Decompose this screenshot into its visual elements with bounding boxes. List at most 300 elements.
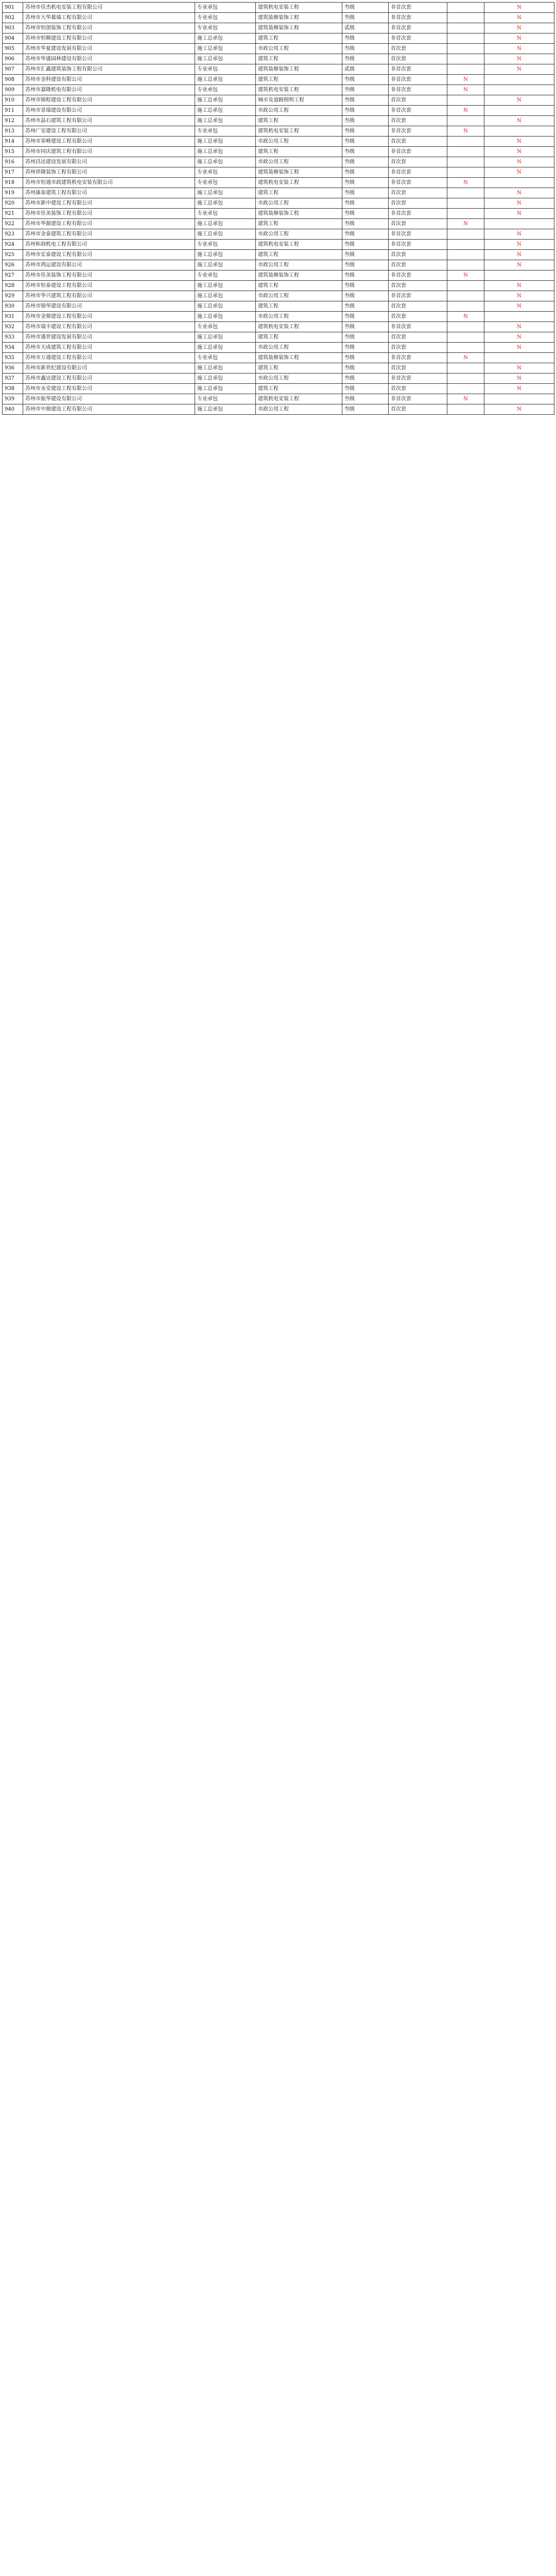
mark-a bbox=[447, 157, 484, 167]
company-name: 苏州广安建设工程有限公司 bbox=[23, 126, 195, 137]
mark-b: N bbox=[484, 95, 554, 106]
mark-a bbox=[447, 404, 484, 415]
table-row bbox=[3, 188, 554, 198]
issue-type: 首次套 bbox=[389, 250, 447, 260]
qualification-level: 叁级 bbox=[342, 240, 389, 250]
table-row bbox=[3, 404, 554, 415]
issue-type: 非首次套 bbox=[389, 13, 447, 23]
qualification-level: 贰级 bbox=[342, 64, 389, 75]
row-number: 906 bbox=[3, 54, 23, 64]
mark-b bbox=[484, 178, 554, 188]
table-row bbox=[3, 23, 554, 33]
company-name: 苏州市恒创装饰工程有限公司 bbox=[23, 23, 195, 33]
qualification-field: 建筑机电安装工程 bbox=[256, 178, 342, 188]
mark-a bbox=[447, 250, 484, 260]
qualification-field: 建筑工程 bbox=[256, 250, 342, 260]
issue-type: 非首次套 bbox=[389, 374, 447, 384]
mark-b: N bbox=[484, 229, 554, 240]
table-row bbox=[3, 54, 554, 64]
issue-type: 非首次套 bbox=[389, 126, 447, 137]
table-row bbox=[3, 240, 554, 250]
mark-a bbox=[447, 240, 484, 250]
qualification-type: 施工总承包 bbox=[195, 343, 256, 353]
qualification-field: 市政公用工程 bbox=[256, 44, 342, 54]
row-number: 905 bbox=[3, 44, 23, 54]
row-number: 939 bbox=[3, 394, 23, 404]
row-number: 934 bbox=[3, 343, 23, 353]
mark-a bbox=[447, 147, 484, 157]
qualification-level: 叁级 bbox=[342, 13, 389, 23]
table-row bbox=[3, 322, 554, 332]
qualification-field: 市政公用工程 bbox=[256, 374, 342, 384]
table-row bbox=[3, 363, 554, 374]
table-row bbox=[3, 281, 554, 291]
mark-b: N bbox=[484, 3, 554, 13]
qualification-field: 市政公用工程 bbox=[256, 229, 342, 240]
row-number: 924 bbox=[3, 240, 23, 250]
mark-a bbox=[447, 374, 484, 384]
qualification-type: 施工总承包 bbox=[195, 363, 256, 374]
table-row bbox=[3, 301, 554, 312]
qualification-level: 叁级 bbox=[342, 188, 389, 198]
mark-b: N bbox=[484, 250, 554, 260]
qualification-type: 施工总承包 bbox=[195, 332, 256, 343]
row-number: 922 bbox=[3, 219, 23, 229]
row-number: 911 bbox=[3, 106, 23, 116]
table-row bbox=[3, 332, 554, 343]
qualification-type: 专业承包 bbox=[195, 270, 256, 281]
company-name: 苏州市恒通市政建筑机电安装有限公司 bbox=[23, 178, 195, 188]
row-number: 935 bbox=[3, 353, 23, 363]
qualification-type: 专业承包 bbox=[195, 322, 256, 332]
company-name: 苏州市天成建筑工程有限公司 bbox=[23, 343, 195, 353]
row-number: 940 bbox=[3, 404, 23, 415]
row-number: 916 bbox=[3, 157, 23, 167]
qualification-type: 施工总承包 bbox=[195, 260, 256, 270]
company-name: 苏州市新中建设工程有限公司 bbox=[23, 198, 195, 209]
qualification-type: 专业承包 bbox=[195, 23, 256, 33]
company-name: 苏州市华夏建设发展有限公司 bbox=[23, 44, 195, 54]
mark-b: N bbox=[484, 33, 554, 44]
qualification-field: 建筑机电安装工程 bbox=[256, 85, 342, 95]
row-number: 930 bbox=[3, 301, 23, 312]
table-row bbox=[3, 198, 554, 209]
qualification-field: 市政公用工程 bbox=[256, 312, 342, 322]
company-name: 苏州市佳杰机电安装工程有限公司 bbox=[23, 3, 195, 13]
table-row bbox=[3, 116, 554, 126]
row-number: 910 bbox=[3, 95, 23, 106]
issue-type: 非首次套 bbox=[389, 147, 447, 157]
mark-b: N bbox=[484, 157, 554, 167]
qualification-type: 施工总承包 bbox=[195, 157, 256, 167]
company-name: 苏州市中鼎建设工程有限公司 bbox=[23, 404, 195, 415]
mark-b bbox=[484, 394, 554, 404]
issue-type: 首次套 bbox=[389, 404, 447, 415]
mark-b: N bbox=[484, 116, 554, 126]
table-row bbox=[3, 219, 554, 229]
row-number: 914 bbox=[3, 137, 23, 147]
mark-a: N bbox=[447, 106, 484, 116]
qualification-type: 施工总承包 bbox=[195, 250, 256, 260]
qualification-type: 专业承包 bbox=[195, 394, 256, 404]
qualification-level: 叁级 bbox=[342, 44, 389, 54]
table-row bbox=[3, 3, 554, 13]
qualification-field: 建筑工程 bbox=[256, 332, 342, 343]
mark-b: N bbox=[484, 147, 554, 157]
issue-type: 首次套 bbox=[389, 95, 447, 106]
qualification-level: 叁级 bbox=[342, 137, 389, 147]
row-number: 927 bbox=[3, 270, 23, 281]
table-row bbox=[3, 394, 554, 404]
qualification-type: 专业承包 bbox=[195, 64, 256, 75]
mark-b: N bbox=[484, 64, 554, 75]
mark-a bbox=[447, 301, 484, 312]
qualification-field: 建筑装修装饰工程 bbox=[256, 167, 342, 178]
row-number: 907 bbox=[3, 64, 23, 75]
table-row bbox=[3, 13, 554, 23]
table-row bbox=[3, 147, 554, 157]
issue-type: 首次套 bbox=[389, 384, 447, 394]
qualification-type: 施工总承包 bbox=[195, 374, 256, 384]
mark-b: N bbox=[484, 384, 554, 394]
table-row bbox=[3, 85, 554, 95]
mark-b: N bbox=[484, 281, 554, 291]
company-name: 苏州和润机电工程有限公司 bbox=[23, 240, 195, 250]
issue-type: 首次套 bbox=[389, 188, 447, 198]
mark-a bbox=[447, 384, 484, 394]
qualification-level: 叁级 bbox=[342, 219, 389, 229]
qualification-field: 市政公用工程 bbox=[256, 157, 342, 167]
qualification-type: 施工总承包 bbox=[195, 116, 256, 126]
issue-type: 首次套 bbox=[389, 116, 447, 126]
table-row bbox=[3, 106, 554, 116]
qualification-field: 建筑机电安装工程 bbox=[256, 394, 342, 404]
issue-type: 非首次套 bbox=[389, 23, 447, 33]
mark-a bbox=[447, 44, 484, 54]
issue-type: 非首次套 bbox=[389, 33, 447, 44]
table-row bbox=[3, 44, 554, 54]
qualification-field: 建筑机电安装工程 bbox=[256, 240, 342, 250]
mark-b: N bbox=[484, 332, 554, 343]
issue-type: 首次套 bbox=[389, 157, 447, 167]
qualification-field: 建筑工程 bbox=[256, 219, 342, 229]
table-row bbox=[3, 126, 554, 137]
qualification-type: 施工总承包 bbox=[195, 137, 256, 147]
qualification-field: 市政公用工程 bbox=[256, 291, 342, 301]
qualification-level: 叁级 bbox=[342, 33, 389, 44]
row-number: 915 bbox=[3, 147, 23, 157]
qualification-level: 叁级 bbox=[342, 3, 389, 13]
issue-type: 非首次套 bbox=[389, 3, 447, 13]
qualification-level: 叁级 bbox=[342, 54, 389, 64]
qualification-field: 建筑机电安装工程 bbox=[256, 126, 342, 137]
company-name: 苏州祥隆装饰工程有限公司 bbox=[23, 167, 195, 178]
issue-type: 非首次套 bbox=[389, 75, 447, 85]
qualification-level: 叁级 bbox=[342, 106, 389, 116]
qualification-level: 叁级 bbox=[342, 281, 389, 291]
mark-a bbox=[447, 188, 484, 198]
qualification-field: 建筑装修装饰工程 bbox=[256, 23, 342, 33]
mark-a bbox=[447, 198, 484, 209]
mark-b: N bbox=[484, 363, 554, 374]
table-row bbox=[3, 260, 554, 270]
company-name: 苏州市鑫达建设工程有限公司 bbox=[23, 374, 195, 384]
mark-a: N bbox=[447, 312, 484, 322]
qualification-level: 叁级 bbox=[342, 260, 389, 270]
row-number: 920 bbox=[3, 198, 23, 209]
row-number: 936 bbox=[3, 363, 23, 374]
qualification-field: 建筑工程 bbox=[256, 301, 342, 312]
company-name: 苏州市永安建设工程有限公司 bbox=[23, 384, 195, 394]
table-row bbox=[3, 178, 554, 188]
mark-a bbox=[447, 260, 484, 270]
mark-b: N bbox=[484, 240, 554, 250]
mark-b: N bbox=[484, 23, 554, 33]
mark-b: N bbox=[484, 188, 554, 198]
mark-b bbox=[484, 126, 554, 137]
mark-b: N bbox=[484, 322, 554, 332]
company-name: 苏州市汇鑫建筑装饰工程有限公司 bbox=[23, 64, 195, 75]
qualification-field: 建筑工程 bbox=[256, 33, 342, 44]
row-number: 901 bbox=[3, 3, 23, 13]
mark-a: N bbox=[447, 353, 484, 363]
qualification-type: 施工总承包 bbox=[195, 95, 256, 106]
mark-a: N bbox=[447, 394, 484, 404]
table-row bbox=[3, 167, 554, 178]
row-number: 917 bbox=[3, 167, 23, 178]
qualification-level: 叁级 bbox=[342, 147, 389, 157]
company-name: 苏州市锦程建设工程有限公司 bbox=[23, 95, 195, 106]
qualification-type: 专业承包 bbox=[195, 13, 256, 23]
company-name: 苏州市华源建设工程有限公司 bbox=[23, 219, 195, 229]
qualification-level: 叁级 bbox=[342, 209, 389, 219]
issue-type: 首次套 bbox=[389, 198, 447, 209]
qualification-level: 贰级 bbox=[342, 23, 389, 33]
qualification-level: 叁级 bbox=[342, 353, 389, 363]
issue-type: 非首次套 bbox=[389, 270, 447, 281]
mark-a bbox=[447, 137, 484, 147]
row-number: 938 bbox=[3, 384, 23, 394]
mark-a bbox=[447, 291, 484, 301]
mark-b bbox=[484, 106, 554, 116]
company-name: 苏州市恒泰建设工程有限公司 bbox=[23, 281, 195, 291]
mark-b bbox=[484, 85, 554, 95]
qualification-field: 建筑装修装饰工程 bbox=[256, 209, 342, 219]
row-number: 923 bbox=[3, 229, 23, 240]
company-name: 苏州市金鼎建设工程有限公司 bbox=[23, 312, 195, 322]
issue-type: 非首次套 bbox=[389, 394, 447, 404]
qualification-field: 城市及道路照明工程 bbox=[256, 95, 342, 106]
issue-type: 首次套 bbox=[389, 281, 447, 291]
qualification-type: 施工总承包 bbox=[195, 404, 256, 415]
qualification-level: 叁级 bbox=[342, 384, 389, 394]
issue-type: 首次套 bbox=[389, 54, 447, 64]
mark-b bbox=[484, 353, 554, 363]
table-row bbox=[3, 75, 554, 85]
mark-a bbox=[447, 343, 484, 353]
table-row bbox=[3, 343, 554, 353]
qualification-field: 市政公用工程 bbox=[256, 137, 342, 147]
issue-type: 非首次套 bbox=[389, 229, 447, 240]
qualification-level: 叁级 bbox=[342, 394, 389, 404]
row-number: 903 bbox=[3, 23, 23, 33]
mark-a: N bbox=[447, 75, 484, 85]
issue-type: 非首次套 bbox=[389, 167, 447, 178]
company-name: 苏州市恒顺建设工程有限公司 bbox=[23, 33, 195, 44]
qualification-level: 叁级 bbox=[342, 270, 389, 281]
company-name: 苏州市大华幕墙工程有限公司 bbox=[23, 13, 195, 23]
company-name: 苏州市宏泰建设工程有限公司 bbox=[23, 250, 195, 260]
issue-type: 非首次套 bbox=[389, 291, 447, 301]
issue-type: 非首次套 bbox=[389, 209, 447, 219]
qualification-field: 市政公用工程 bbox=[256, 106, 342, 116]
mark-b bbox=[484, 75, 554, 85]
issue-type: 首次套 bbox=[389, 332, 447, 343]
row-number: 904 bbox=[3, 33, 23, 44]
company-name: 苏州市华盛园林建设有限公司 bbox=[23, 54, 195, 64]
table-row bbox=[3, 157, 554, 167]
mark-a bbox=[447, 23, 484, 33]
company-name: 苏州市荣峰建设工程有限公司 bbox=[23, 137, 195, 147]
qualification-field: 建筑装修装饰工程 bbox=[256, 353, 342, 363]
company-name: 苏州市同庆建筑工程有限公司 bbox=[23, 147, 195, 157]
mark-b bbox=[484, 219, 554, 229]
qualification-field: 市政公用工程 bbox=[256, 198, 342, 209]
qualification-level: 叁级 bbox=[342, 229, 389, 240]
mark-a bbox=[447, 281, 484, 291]
row-number: 929 bbox=[3, 291, 23, 301]
company-name: 苏州市金科建设有限公司 bbox=[23, 75, 195, 85]
company-name: 苏州市嘉隆机电有限公司 bbox=[23, 85, 195, 95]
table-row bbox=[3, 291, 554, 301]
qualification-type: 专业承包 bbox=[195, 85, 256, 95]
qualification-type: 施工总承包 bbox=[195, 291, 256, 301]
qualification-field: 建筑工程 bbox=[256, 54, 342, 64]
qualification-field: 市政公用工程 bbox=[256, 343, 342, 353]
mark-a bbox=[447, 167, 484, 178]
company-name: 苏州康泰建筑工程有限公司 bbox=[23, 188, 195, 198]
qualification-field: 建筑工程 bbox=[256, 363, 342, 374]
qualification-level: 叁级 bbox=[342, 322, 389, 332]
qualification-field: 建筑工程 bbox=[256, 188, 342, 198]
company-name: 苏州市金泰建筑工程有限公司 bbox=[23, 229, 195, 240]
qualification-field: 建筑工程 bbox=[256, 116, 342, 126]
qualification-level: 叁级 bbox=[342, 167, 389, 178]
row-number: 926 bbox=[3, 260, 23, 270]
issue-type: 首次套 bbox=[389, 137, 447, 147]
qualification-field: 市政公用工程 bbox=[256, 260, 342, 270]
row-number: 908 bbox=[3, 75, 23, 85]
qualification-level: 叁级 bbox=[342, 95, 389, 106]
row-number: 909 bbox=[3, 85, 23, 95]
qualification-type: 专业承包 bbox=[195, 167, 256, 178]
company-name: 苏州市佳美装饰工程有限公司 bbox=[23, 270, 195, 281]
table-row bbox=[3, 229, 554, 240]
mark-a bbox=[447, 322, 484, 332]
qualification-level: 叁级 bbox=[342, 332, 389, 343]
issue-type: 首次套 bbox=[389, 301, 447, 312]
table-row bbox=[3, 95, 554, 106]
qualification-level: 叁级 bbox=[342, 404, 389, 415]
row-number: 912 bbox=[3, 116, 23, 126]
row-number: 937 bbox=[3, 374, 23, 384]
qualification-level: 叁级 bbox=[342, 363, 389, 374]
company-name: 苏州市华兴建筑工程有限公司 bbox=[23, 291, 195, 301]
qualification-level: 叁级 bbox=[342, 116, 389, 126]
qualification-field: 建筑工程 bbox=[256, 147, 342, 157]
company-qualification-table bbox=[2, 2, 554, 415]
qualification-type: 施工总承包 bbox=[195, 75, 256, 85]
mark-a bbox=[447, 116, 484, 126]
company-name: 苏州市景瑞建设有限公司 bbox=[23, 106, 195, 116]
qualification-type: 施工总承包 bbox=[195, 281, 256, 291]
mark-b: N bbox=[484, 291, 554, 301]
company-name: 苏州市锦华建设有限公司 bbox=[23, 301, 195, 312]
row-number: 932 bbox=[3, 322, 23, 332]
mark-a bbox=[447, 95, 484, 106]
issue-type: 非首次套 bbox=[389, 106, 447, 116]
qualification-type: 专业承包 bbox=[195, 3, 256, 13]
row-number: 933 bbox=[3, 332, 23, 343]
mark-a bbox=[447, 54, 484, 64]
qualification-level: 叁级 bbox=[342, 75, 389, 85]
row-number: 928 bbox=[3, 281, 23, 291]
mark-b bbox=[484, 270, 554, 281]
table-body bbox=[3, 3, 554, 415]
row-number: 918 bbox=[3, 178, 23, 188]
mark-a bbox=[447, 3, 484, 13]
mark-b: N bbox=[484, 44, 554, 54]
qualification-type: 施工总承包 bbox=[195, 219, 256, 229]
company-name: 苏州市瑞丰建设工程有限公司 bbox=[23, 322, 195, 332]
qualification-type: 专业承包 bbox=[195, 209, 256, 219]
mark-b bbox=[484, 312, 554, 322]
qualification-level: 叁级 bbox=[342, 157, 389, 167]
qualification-level: 叁级 bbox=[342, 374, 389, 384]
qualification-field: 建筑工程 bbox=[256, 281, 342, 291]
issue-type: 非首次套 bbox=[389, 85, 447, 95]
mark-a: N bbox=[447, 270, 484, 281]
mark-b: N bbox=[484, 209, 554, 219]
qualification-type: 施工总承包 bbox=[195, 312, 256, 322]
table-row bbox=[3, 384, 554, 394]
qualification-level: 叁级 bbox=[342, 291, 389, 301]
qualification-type: 施工总承包 bbox=[195, 188, 256, 198]
mark-a bbox=[447, 64, 484, 75]
issue-type: 首次套 bbox=[389, 312, 447, 322]
company-name: 苏州市佳美装饰工程有限公司 bbox=[23, 209, 195, 219]
issue-type: 非首次套 bbox=[389, 64, 447, 75]
qualification-type: 施工总承包 bbox=[195, 33, 256, 44]
row-number: 925 bbox=[3, 250, 23, 260]
mark-a: N bbox=[447, 126, 484, 137]
table-row bbox=[3, 137, 554, 147]
qualification-field: 建筑工程 bbox=[256, 75, 342, 85]
mark-a: N bbox=[447, 219, 484, 229]
qualification-field: 建筑装修装饰工程 bbox=[256, 13, 342, 23]
table-row bbox=[3, 250, 554, 260]
table-row bbox=[3, 33, 554, 44]
qualification-field: 建筑装修装饰工程 bbox=[256, 270, 342, 281]
qualification-type: 施工总承包 bbox=[195, 301, 256, 312]
mark-b: N bbox=[484, 13, 554, 23]
qualification-field: 建筑机电安装工程 bbox=[256, 322, 342, 332]
mark-a bbox=[447, 229, 484, 240]
company-name: 苏州市新世纪建设有限公司 bbox=[23, 363, 195, 374]
qualification-type: 施工总承包 bbox=[195, 198, 256, 209]
qualification-field: 建筑装修装饰工程 bbox=[256, 64, 342, 75]
issue-type: 首次套 bbox=[389, 260, 447, 270]
